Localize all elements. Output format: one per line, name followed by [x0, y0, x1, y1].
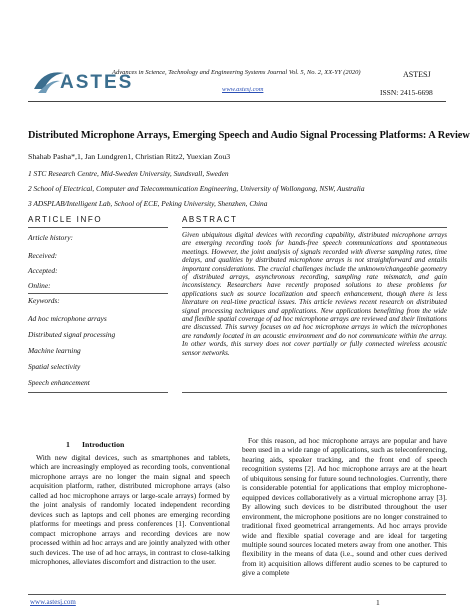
received-label: Received:	[28, 251, 58, 260]
footer-divider	[28, 594, 446, 595]
abstract-divider-top	[182, 227, 447, 228]
affiliation-1: 1 STC Research Centre, Mid-Sweden University, Sundsvall, Sweden	[28, 169, 229, 178]
journal-code: ASTESJ	[403, 70, 431, 79]
keyword-item: Spatial selectivity	[28, 362, 81, 371]
article-info-heading: ARTICLE INFO	[28, 215, 103, 224]
issn: ISSN: 2415-6698	[380, 88, 433, 97]
section-number: 1	[66, 440, 70, 449]
abstract-divider-bottom	[182, 392, 447, 393]
info-divider-top	[28, 227, 168, 228]
paper-title: Distributed Microphone Arrays, Emerging Speech and Audio Signal Processing Platforms: A Review	[28, 130, 470, 141]
author-list: Shahab Pasha*,1, Jan Lundgren1, Christian Ritz2, Yuexian Zou3	[28, 152, 231, 161]
online-label: Online:	[28, 281, 51, 290]
affiliation-2: 2 School of Electrical, Computer and Telecommunication Engineering, University of Wollongong, NSW, Australia	[28, 184, 365, 193]
accepted-label: Accepted:	[28, 266, 58, 275]
info-divider-middle	[28, 293, 168, 294]
keyword-item: Machine learning	[28, 346, 81, 355]
abstract-heading: ABSTRACT	[182, 215, 238, 224]
keyword-item: Ad hoc microphone arrays	[28, 314, 107, 323]
page-number: 1	[376, 598, 380, 607]
abstract-body: Given ubiquitous digital devices with recording capability, distributed microphone arrays are emerging recording tools for hands-free speech communications and spontaneous meetings. However, the joint analysis of signals recorded with diverse sampling rates, time delays, and qualities by distributed microphone arrays is not straightforward and entails important considerations. The crucial challenges include the unknown/changeable geometry of distributed arrays, asynchronous recording, sampling rate mismatch, and gain inconsistency. Researchers have recently proposed solutions to these problems for applications such as source localization and speech enhancement, though there is less literature on real-time practical issues. This article reviews recent research on distributed signal processing techniques and applications. New applications benefitting from the wide and flexible spatial coverage of ad hoc microphone arrays are reviewed and their limitations are discussed. This survey focuses on ad hoc microphone arrays in which the microphones are randomly located in an acoustic environment and do not communicate within the array. In other words, this survey does not cover partially or fully connected wireless acoustic sensor networks.	[182, 231, 447, 357]
info-divider-bottom	[28, 392, 168, 393]
keywords-label: Keywords:	[28, 296, 60, 305]
article-history-label: Article history:	[28, 233, 73, 242]
journal-citation: Advances in Science, Technology and Engineering Systems Journal Vol. 5, No. 2, XX-YY (2020)	[112, 69, 361, 76]
body-column-left: With new digital devices, such as smartphones and tablets, which are increasingly employed as recording tools, conventional microphone arrays are no longer the main signal and speech acquisition platform, rather, distributed microphone arrays (also called ad hoc microphone arrays or large-scale arrays) formed by the joint analysis of randomly located independent recording devices such as laptops and cell phones are emerging recording platforms for meetings and press conferences [1]. Conventional compact microphone arrays and recording devices are now processed within ad hoc arrays and are jointly analyzed with other such devices. The use of ad hoc arrays, in contrast to close-talking microphones, alleviates discomfort and distraction to the user.	[30, 453, 230, 566]
affiliation-3: 3 ADSPLAB/Intelligent Lab, School of ECE, Peking University, Shenzhen, China	[28, 199, 268, 208]
keyword-item: Speech enhancement	[28, 378, 90, 387]
keyword-item: Distributed signal processing	[28, 330, 116, 339]
journal-url-link[interactable]: www.astesj.com	[222, 86, 264, 93]
section-title: Introduction	[82, 440, 125, 449]
footer-url-link[interactable]: www.astesj.com	[30, 598, 76, 606]
body-column-right: For this reason, ad hoc microphone arrays are popular and have been used in a wide range of applications, such as teleconferencing, hearing aids, speaker tracking, and the front end of speech recognition systems [2]. Ad hoc microphone arrays are at the heart of ubiquitous sensing for future sound technologies. Currently, there is considerable potential for applications that employ microphone-equipped devices collaboratively as a virtual microphone array [3]. By allowing such devices to be distributed throughout the user environment, the microphone positions are no longer constrained to traditional fixed geometrical arrangements. Ad hoc arrays provide wide and flexible spatial coverage and are ideal for targeting multiple sound sources located meters away from one another. This flexibility in the means of data (i.e., sound and other cues derived from it) acquisition allows different audio scenes to be captured to give a complete	[242, 436, 447, 578]
logo-text: ASTES	[60, 72, 134, 93]
header-divider	[28, 101, 446, 102]
